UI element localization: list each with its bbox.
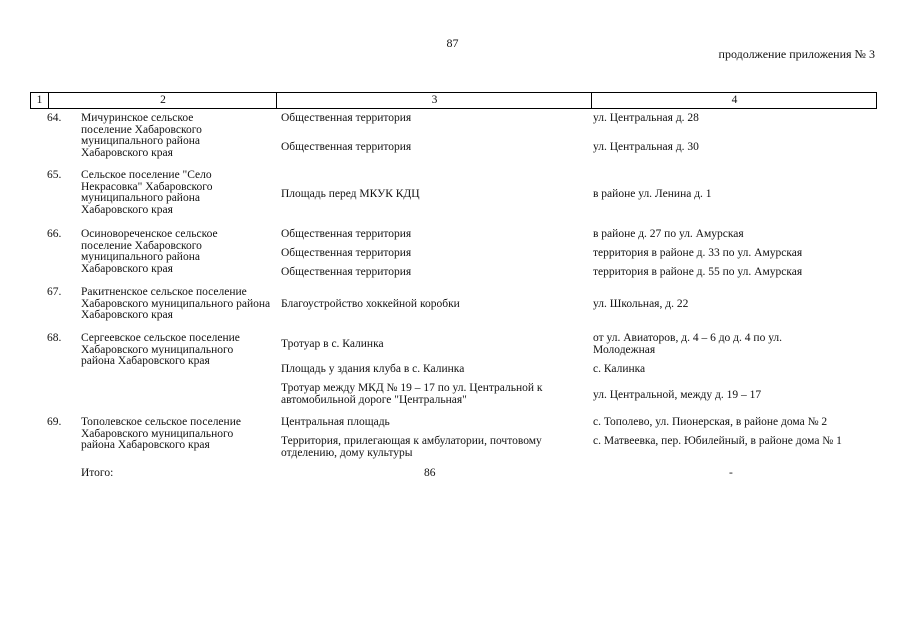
row-number: 64. [47, 112, 62, 124]
header-col-4: 4 [591, 93, 877, 108]
row-number: 65. [47, 169, 62, 181]
total-label: Итого: [81, 467, 114, 479]
total-address: - [729, 467, 733, 479]
object-name: Общественная территория [281, 247, 412, 259]
header-col-2: 2 [48, 93, 277, 108]
header-col-1: 1 [36, 94, 43, 106]
object-name: Площадь у здания клуба в с. Калинка [281, 363, 465, 375]
object-address: ул. Школьная, д. 22 [593, 298, 689, 310]
object-address: в районе д. 27 по ул. Амурская [593, 228, 744, 240]
settlement-name: Мичуринское сельское поселение Хабаровского муниципального района Хабаровского края [81, 112, 202, 159]
table-header [30, 92, 877, 109]
row-number: 67. [47, 286, 62, 298]
object-name: Благоустройство хоккейной коробки [281, 298, 460, 310]
settlement-name: Сергеевское сельское поселение Хабаровского муниципального района Хабаровского края [81, 332, 240, 367]
settlement-name: Ракитненское сельское поселение Хабаровского муниципального района Хабаровского края [81, 286, 271, 321]
object-name: Общественная территория [281, 266, 412, 278]
continuation-note: продолжение приложения № 3 [718, 47, 875, 61]
object-name: Общественная территория [281, 228, 412, 240]
object-address: ул. Центральная д. 28 [593, 112, 699, 124]
object-name: Площадь перед МКУК КДЦ [281, 188, 420, 200]
settlement-name: Тополевское сельское поселение Хабаровского муниципального района Хабаровского края [81, 416, 241, 451]
object-address: в районе ул. Ленина д. 1 [593, 188, 712, 200]
settlement-name: Осиновореченское сельское поселение Хабаровского муниципального района Хабаровского края [81, 228, 218, 275]
object-name: Общественная территория [281, 141, 412, 153]
object-name: Тротуар в с. Калинка [281, 338, 384, 350]
object-address: ул. Центральной, между д. 19 – 17 [593, 389, 762, 401]
object-address: с. Тополево, ул. Пионерская, в районе дома № 2 [593, 416, 828, 428]
page-number: 87 [446, 36, 459, 50]
object-name: Территория, прилегающая к амбулатории, почтовому отделению, дому культуры [281, 435, 542, 459]
row-number: 66. [47, 228, 62, 240]
object-name: Общественная территория [281, 112, 412, 124]
header-col-3: 3 [276, 93, 592, 108]
object-name: Тротуар между МКД № 19 – 17 по ул. Центральной к автомобильной дороге "Центральная" [281, 382, 543, 406]
object-address: территория в районе д. 55 по ул. Амурская [593, 266, 803, 278]
object-address: ул. Центральная д. 30 [593, 141, 699, 153]
total-count: 86 [424, 467, 436, 479]
row-number: 69. [47, 416, 62, 428]
object-name: Центральная площадь [281, 416, 390, 428]
object-address: от ул. Авиаторов, д. 4 – 6 до д. 4 по ул. Молодежная [593, 332, 783, 356]
row-number: 68. [47, 332, 62, 344]
object-address: территория в районе д. 33 по ул. Амурская [593, 247, 803, 259]
settlement-name: Сельское поселение "Село Некрасовка" Хабаровского муниципального района Хабаровского края [81, 169, 213, 216]
object-address: с. Калинка [593, 363, 646, 375]
object-address: с. Матвеевка, пер. Юбилейный, в районе дома № 1 [593, 435, 842, 447]
